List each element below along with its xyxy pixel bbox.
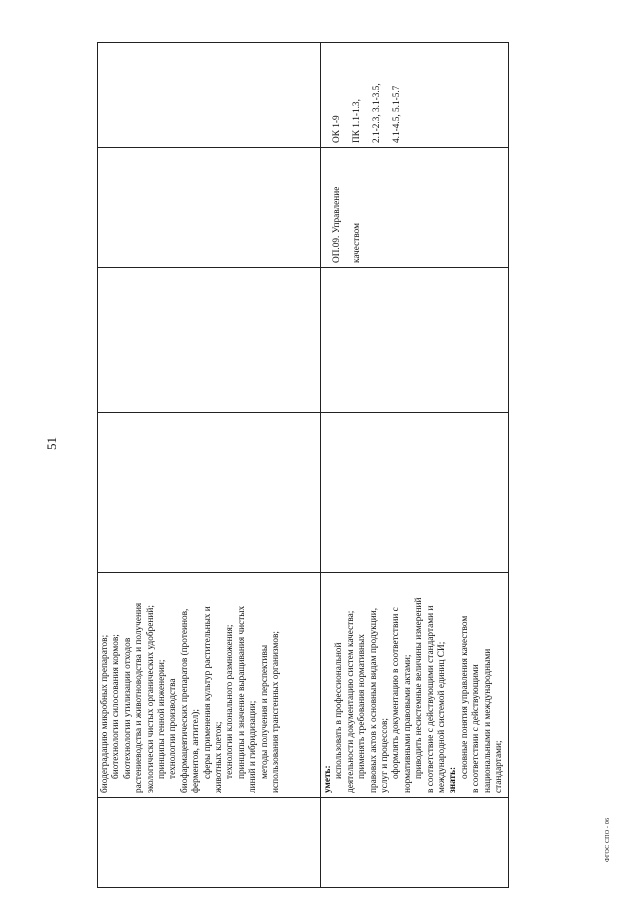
skill-line: использования трансгенных организмов; (271, 631, 282, 793)
competency-line: ПК 1.1-1.3, (352, 99, 363, 143)
knowledge-line: использовать в профессиональной (334, 642, 345, 779)
discipline-line: качеством (352, 222, 363, 263)
competency-table (97, 42, 509, 888)
page-number: 51 (44, 437, 59, 450)
knowledge-line: стандартами; (494, 740, 505, 793)
knowledge-line: услуг и процессов; (380, 718, 391, 793)
table-row (98, 43, 321, 888)
skill-line: принципы и значение выращивания чистых (236, 605, 247, 779)
knowledge-line: национальными и международными (482, 648, 493, 793)
table-cell-knowledge (321, 573, 509, 798)
skill-line: принципы генной инженерии; (157, 659, 168, 779)
competency-codes (332, 47, 402, 143)
table-cell-empty (98, 43, 321, 148)
knowledge-line: знать: (448, 766, 459, 793)
knowledge-line: деятельности документацию систем качества; (345, 610, 356, 793)
table-cell-empty (321, 413, 509, 573)
knowledge-line: правовых актов к основным видам продукции, (368, 607, 379, 793)
skill-line: растениеводства и животноводства и получения (134, 602, 145, 793)
table-cell-empty (98, 413, 321, 573)
page-footer: ФГОС СПО - 06 (605, 817, 611, 862)
table-cell-discipline (321, 148, 509, 268)
competency-line: ОК 1-9 (332, 115, 343, 143)
skill-line: биофармацевтических препаратов (протеинов, (179, 608, 190, 793)
rotated-table-wrapper (97, 43, 505, 888)
skill-line: методы получения и перспективы (259, 644, 270, 779)
skill-line: технологии производства (168, 678, 179, 779)
table-row (321, 43, 509, 888)
competency-line: 4.1-4.5, 5.1-5.7 (391, 85, 402, 143)
knowledge-line: в соответствии с действующими (471, 664, 482, 793)
skill-line: биотехнологии силосования кормов; (111, 634, 122, 779)
skill-line: биотехнологии утилизации отходов (122, 637, 133, 779)
skill-line: экологически чистых органических удобрений; (145, 605, 156, 793)
competency-line: 2.1-2.3, 3.1-3.5, (371, 83, 382, 143)
table-cell-empty (98, 798, 321, 888)
skills-list (100, 577, 283, 793)
discipline-line: ОП.09. Управление (332, 186, 343, 263)
knowledge-line: оформлять документацию в соответствии с (391, 607, 402, 779)
skill-line: технологии клонального размножения; (225, 624, 236, 779)
knowledge-line: основные понятия управления качеством (459, 615, 470, 779)
table-cell-competencies (321, 43, 509, 148)
table-cell-skills (98, 573, 321, 798)
knowledge-line: международной системой единиц СИ; (437, 641, 448, 793)
table-cell-empty (98, 268, 321, 413)
skill-line: животных клеток; (214, 721, 225, 793)
skill-line: ферментов, антител); (191, 709, 202, 793)
table-cell-empty (321, 268, 509, 413)
skill-line: биодеградацию микробных препаратов; (100, 634, 110, 793)
skill-line: линий и гибридизации; (248, 700, 259, 793)
skill-line: сферы применения культур растительных и (202, 606, 213, 779)
knowledge-line: уметь: (323, 765, 333, 793)
knowledge-line: нормативными правовыми актами; (402, 654, 413, 793)
discipline-name (332, 152, 362, 263)
knowledge-line: приводить несистемные величины измерений (414, 597, 425, 779)
knowledge-line: применять требования нормативных (357, 634, 368, 779)
table-cell-empty (98, 148, 321, 268)
knowledge-list (323, 577, 506, 793)
table-cell-empty (321, 798, 509, 888)
knowledge-line: в соответствие с действующими стандартами и (425, 605, 436, 793)
